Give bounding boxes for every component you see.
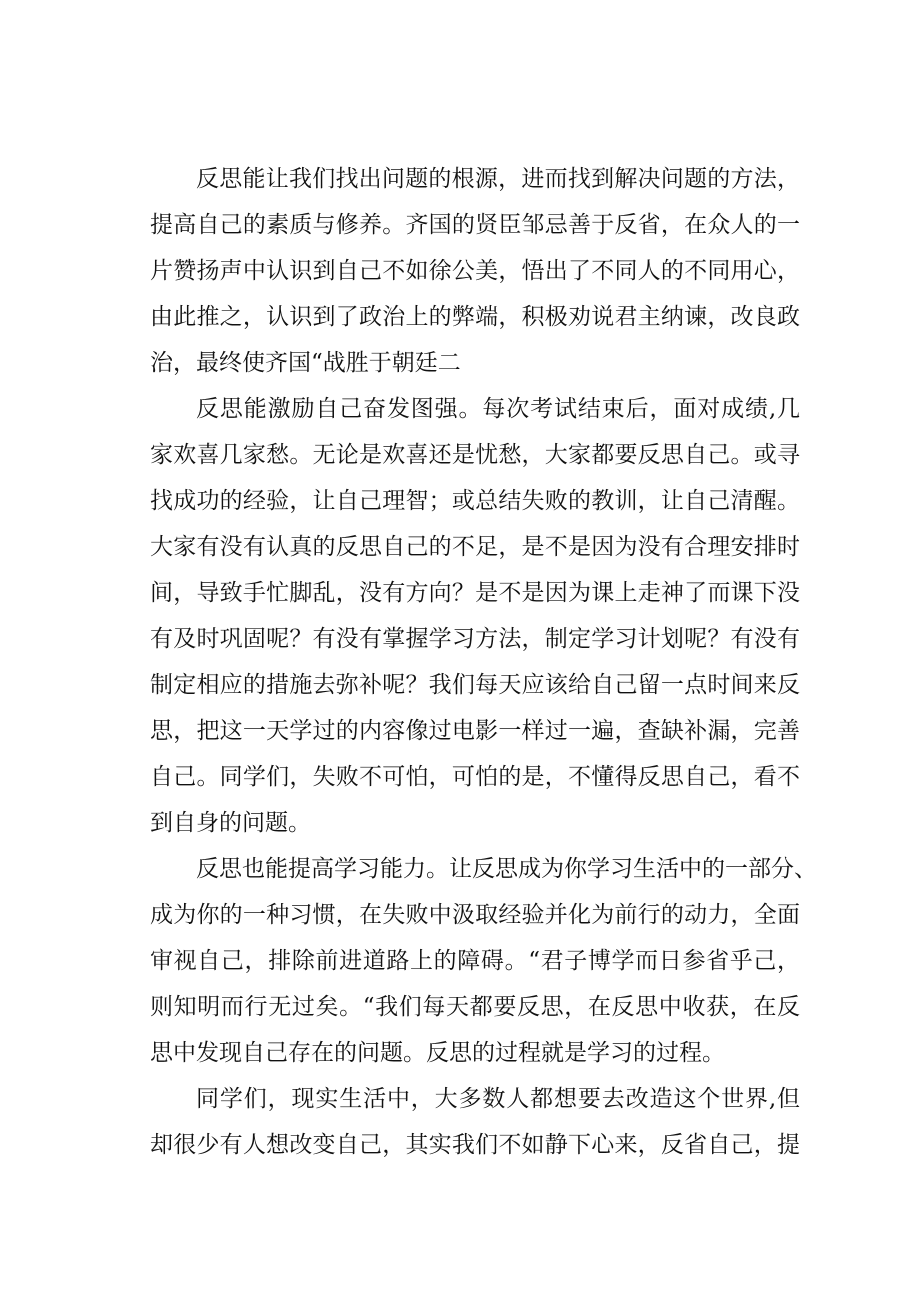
text-line: 成为你的一种习惯，在失败中汲取经验并化为前行的动力，全面 xyxy=(150,902,800,928)
text-line: 则知明而行无过矣。“我们每天都要反思，在反思中收获，在反 xyxy=(150,994,800,1020)
text-line: 同学们，现实生活中，大多数人都想要去改造这个世界,但 xyxy=(196,1086,800,1112)
text-line: 大家有没有认真的反思自己的不足，是不是因为没有合理安排时 xyxy=(150,534,800,560)
paragraph-3 xyxy=(150,846,817,1076)
text-line: 找成功的经验，让自己理智；或总结失败的教训，让自己清醒。 xyxy=(150,488,800,514)
paragraph-1 xyxy=(150,156,800,386)
text-line: 反思也能提高学习能力。让反思成为你学习生活中的一部分、 xyxy=(196,856,817,882)
text-line: 思中发现自己存在的问题。反思的过程就是学习的过程。 xyxy=(150,1040,725,1066)
text-line: 片赞扬声中认识到自己不如徐公美，悟出了不同人的不同用心， xyxy=(150,258,800,284)
text-line: 自己。同学们，失败不可怕，可怕的是，不懂得反思自己，看不 xyxy=(150,764,800,790)
text-line: 反思能让我们找出问题的根源，进而找到解决问题的方法， xyxy=(196,166,800,192)
text-line: 治，最终使齐国“战胜于朝廷二 xyxy=(150,350,461,376)
text-line: 思，把这一天学过的内容像过电影一样过一遍，查缺补漏，完善 xyxy=(150,718,800,744)
text-line: 却很少有人想改变自己，其实我们不如静下心来，反省自己，提 xyxy=(150,1132,800,1158)
text-line: 有及时巩固呢？有没有掌握学习方法，制定学习计划呢？有没有 xyxy=(150,626,800,652)
paragraph-2 xyxy=(150,386,800,846)
text-line: 到自身的问题。 xyxy=(150,810,311,836)
text-line: 家欢喜几家愁。无论是欢喜还是忧愁，大家都要反思自己。或寻 xyxy=(150,442,800,468)
text-line: 间，导致手忙脚乱，没有方向？是不是因为课上走神了而课下没 xyxy=(150,580,800,606)
text-line: 提高自己的素质与修养。齐国的贤臣邹忌善于反省，在众人的一 xyxy=(150,212,800,238)
text-line: 审视自己，排除前进道路上的障碍。“君子博学而日参省乎己， xyxy=(150,948,800,974)
text-line: 制定相应的措施去弥补呢？我们每天应该给自己留一点时间来反 xyxy=(150,672,800,698)
paragraph-4 xyxy=(150,1076,800,1168)
document-body xyxy=(150,156,817,1168)
text-line: 由此推之，认识到了政治上的弊端，积极劝说君主纳谏，改良政 xyxy=(150,304,800,330)
text-line: 反思能激励自己奋发图强。每次考试结束后，面对成绩,几 xyxy=(196,396,800,422)
